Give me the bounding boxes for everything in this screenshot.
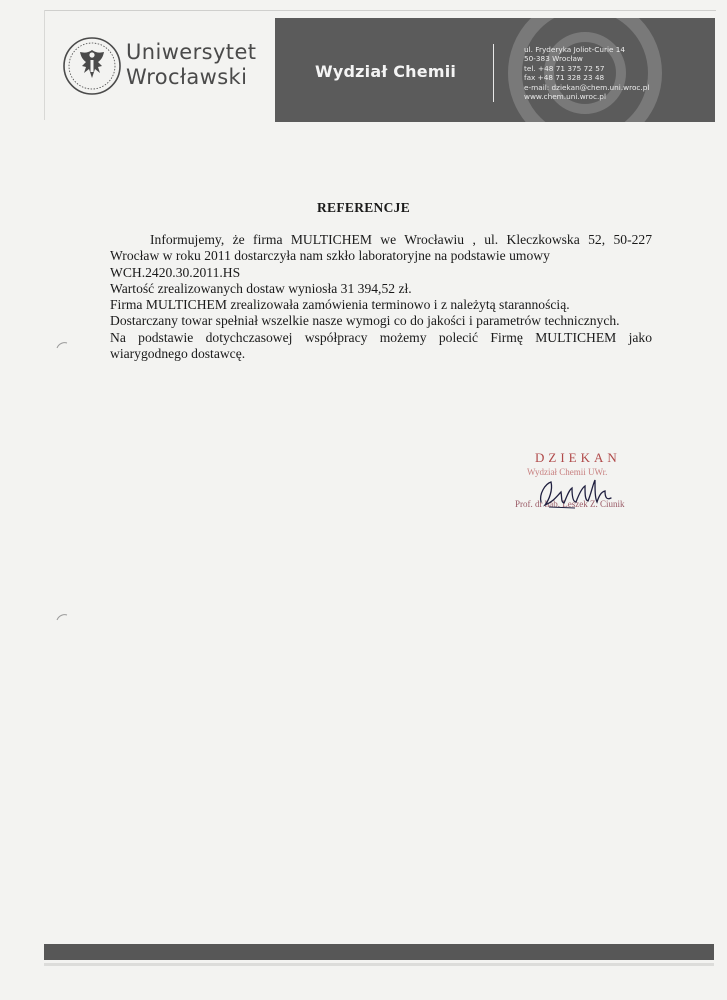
contact-website: www.chem.uni.wroc.pl (524, 92, 606, 102)
contact-city: 50-383 Wrocław (524, 54, 583, 64)
delivery-value: Wartość zrealizowanych dostaw wyniosła 31 394,52 zł. (110, 280, 412, 296)
handwritten-signature (535, 472, 625, 512)
paragraph-recommendation: Na podstawie dotychczasowej współpracy możemy polecić Firmę MULTICHEM jako wiarygodnego dostawcę. (110, 329, 652, 362)
contact-phone: tel. +48 71 375 72 57 (524, 63, 605, 73)
footer-bar (44, 944, 714, 960)
paragraph-timeliness: Firma MULTICHEM zrealizowała zamówienia terminowo i z należytą starannością. (110, 297, 570, 313)
top-frame-line (44, 10, 716, 11)
letter-title: REFERENCJE (316, 200, 410, 215)
footer-shadow-line (44, 963, 714, 966)
stamp-subtitle: Wydział Chemii UWr. (527, 467, 608, 477)
university-name-line2: Wrocławski (126, 65, 248, 89)
paragraph-intro: Informujemy, że firma MULTICHEM we Wrocławiu , ul. Kleczkowska 52, 50-227 Wrocław w roku 2011 dostarczyła nam szkło laboratoryjne na podstawie umowy (110, 232, 652, 264)
university-crest-icon (62, 36, 122, 96)
scan-mark-icon (56, 340, 68, 350)
contact-fax: fax +48 71 328 23 48 (524, 73, 605, 83)
contract-number: WCH.2420.30.2011.HS (110, 264, 241, 280)
stamp-name: Prof. dr hab. Leszek Z. Ciunik (515, 499, 625, 509)
faculty-name: Wydział Chemii (315, 62, 457, 81)
university-name (126, 40, 256, 90)
contact-email: e-mail: dziekan@chem.uni.wroc.pl (524, 82, 650, 92)
header-separator (493, 44, 494, 102)
contact-address: ul. Fryderyka Joliot-Curie 14 (524, 45, 626, 54)
left-frame-line (44, 10, 45, 120)
scan-mark-icon (56, 612, 68, 622)
stamp-title: DZIEKAN (535, 450, 621, 465)
dean-stamp (505, 450, 665, 520)
university-name-line1: Uniwersytet (126, 40, 257, 64)
contact-block (524, 45, 649, 101)
paragraph-quality: Dostarczany towar spełniał wszelkie nasze wymogi co do jakości i parametrów technicznych. (110, 313, 620, 329)
faculty-header-band (275, 18, 715, 122)
letter-body (110, 232, 652, 362)
university-logo (62, 36, 262, 96)
